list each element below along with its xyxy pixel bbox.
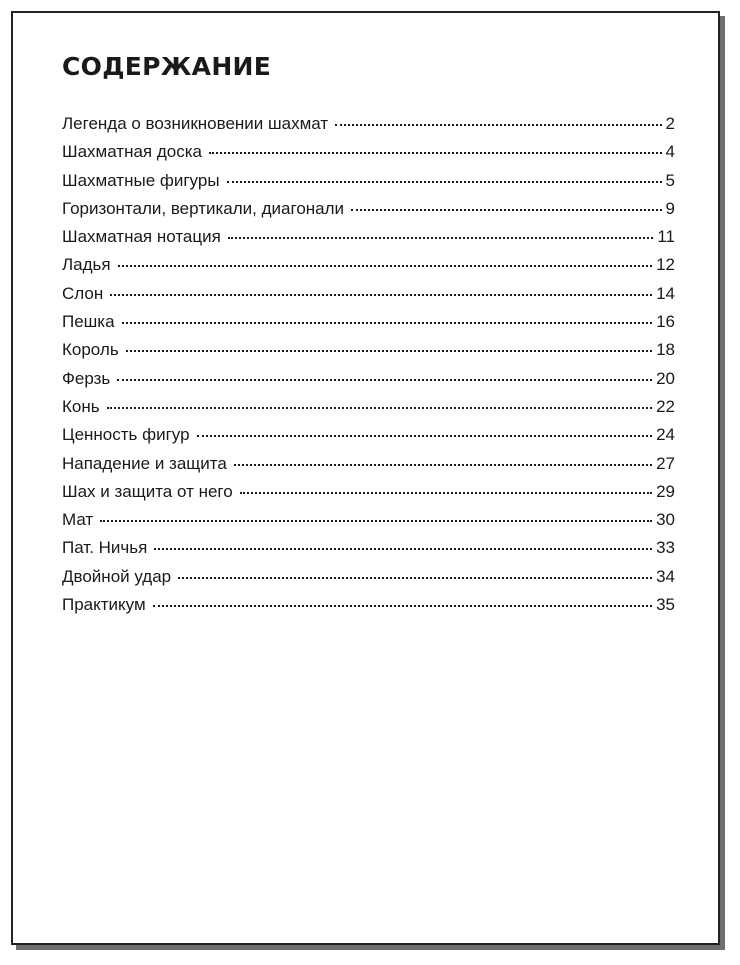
toc-entry[interactable] (62, 538, 675, 566)
toc-entry-page: 35 (656, 595, 675, 615)
dot-leader (154, 548, 652, 550)
toc-entry-label: Шахматная доска (62, 142, 203, 162)
dot-leader (240, 492, 652, 494)
toc-entry-label: Слон (62, 283, 104, 303)
toc-entry[interactable] (62, 425, 675, 453)
toc-entry[interactable] (62, 227, 675, 255)
page-title: СОДЕРЖАНИЕ (62, 52, 272, 81)
dot-leader (126, 350, 652, 352)
toc-entry[interactable] (62, 199, 675, 227)
toc-entry-label: Нападение и защита (62, 453, 227, 473)
toc-entry-label: Шах и защита от него (62, 481, 233, 501)
toc-entry-label: Ладья (62, 255, 111, 275)
toc-entry[interactable] (62, 595, 675, 623)
toc-entry[interactable] (62, 397, 675, 425)
toc-entry-page: 9 (665, 198, 675, 218)
toc-entry[interactable] (62, 284, 675, 312)
toc-entry-page: 22 (656, 396, 675, 416)
dot-leader (117, 379, 652, 381)
toc-entry-page: 24 (656, 425, 675, 445)
toc-entry[interactable] (62, 142, 675, 170)
toc-entry-label: Шахматная нотация (62, 227, 221, 247)
toc-entry-label: Король (62, 340, 119, 360)
toc-entry-label: Шахматные фигуры (62, 170, 220, 190)
toc-entry[interactable] (62, 454, 675, 482)
dot-leader (122, 322, 653, 324)
toc-entry[interactable] (62, 369, 675, 397)
toc-entry[interactable] (62, 255, 675, 283)
toc-entry[interactable] (62, 567, 675, 595)
toc-entry[interactable] (62, 171, 675, 199)
toc-entry-label: Ценность фигур (62, 425, 190, 445)
toc-entry-page: 33 (656, 538, 675, 558)
toc-entry-label: Мат (62, 510, 94, 530)
dot-leader (118, 265, 652, 267)
toc-entry-label: Горизонтали, вертикали, диагонали (62, 198, 345, 218)
dot-leader (197, 435, 653, 437)
toc-entry[interactable] (62, 510, 675, 538)
toc-entry-label: Ферзь (62, 368, 111, 388)
toc-entry[interactable] (62, 482, 675, 510)
toc-entry-label: Пат. Ничья (62, 538, 148, 558)
toc-entry-label: Конь (62, 396, 100, 416)
toc-entry-page: 16 (656, 312, 675, 332)
dot-leader (209, 152, 662, 154)
toc-list (62, 114, 675, 623)
toc-entry-label: Легенда о возникновении шахмат (62, 114, 329, 133)
toc-entry-page: 20 (656, 368, 675, 388)
toc-entry-page: 29 (656, 481, 675, 501)
toc-entry-page: 5 (665, 170, 675, 190)
dot-leader (153, 605, 652, 607)
dot-leader (335, 124, 661, 126)
document-page (11, 11, 720, 945)
toc-entry-label: Практикум (62, 595, 146, 615)
dot-leader (110, 294, 652, 296)
toc-entry-page: 27 (656, 453, 675, 473)
toc-entry-page: 34 (656, 566, 675, 586)
toc-entry-page: 14 (656, 283, 675, 303)
dot-leader (228, 237, 654, 239)
toc-entry-page: 12 (656, 255, 675, 275)
toc-entry-label: Пешка (62, 312, 115, 332)
toc-entry-page: 2 (665, 114, 675, 133)
dot-leader (107, 407, 652, 409)
toc-entry[interactable] (62, 114, 675, 142)
toc-entry[interactable] (62, 312, 675, 340)
dot-leader (351, 209, 662, 211)
toc-entry[interactable] (62, 340, 675, 368)
toc-entry-page: 4 (665, 142, 675, 162)
dot-leader (234, 464, 652, 466)
toc-entry-page: 18 (656, 340, 675, 360)
toc-entry-page: 11 (657, 227, 675, 247)
dot-leader (227, 181, 662, 183)
toc-entry-label: Двойной удар (62, 566, 172, 586)
dot-leader (100, 520, 652, 522)
dot-leader (178, 577, 652, 579)
toc-entry-page: 30 (656, 510, 675, 530)
